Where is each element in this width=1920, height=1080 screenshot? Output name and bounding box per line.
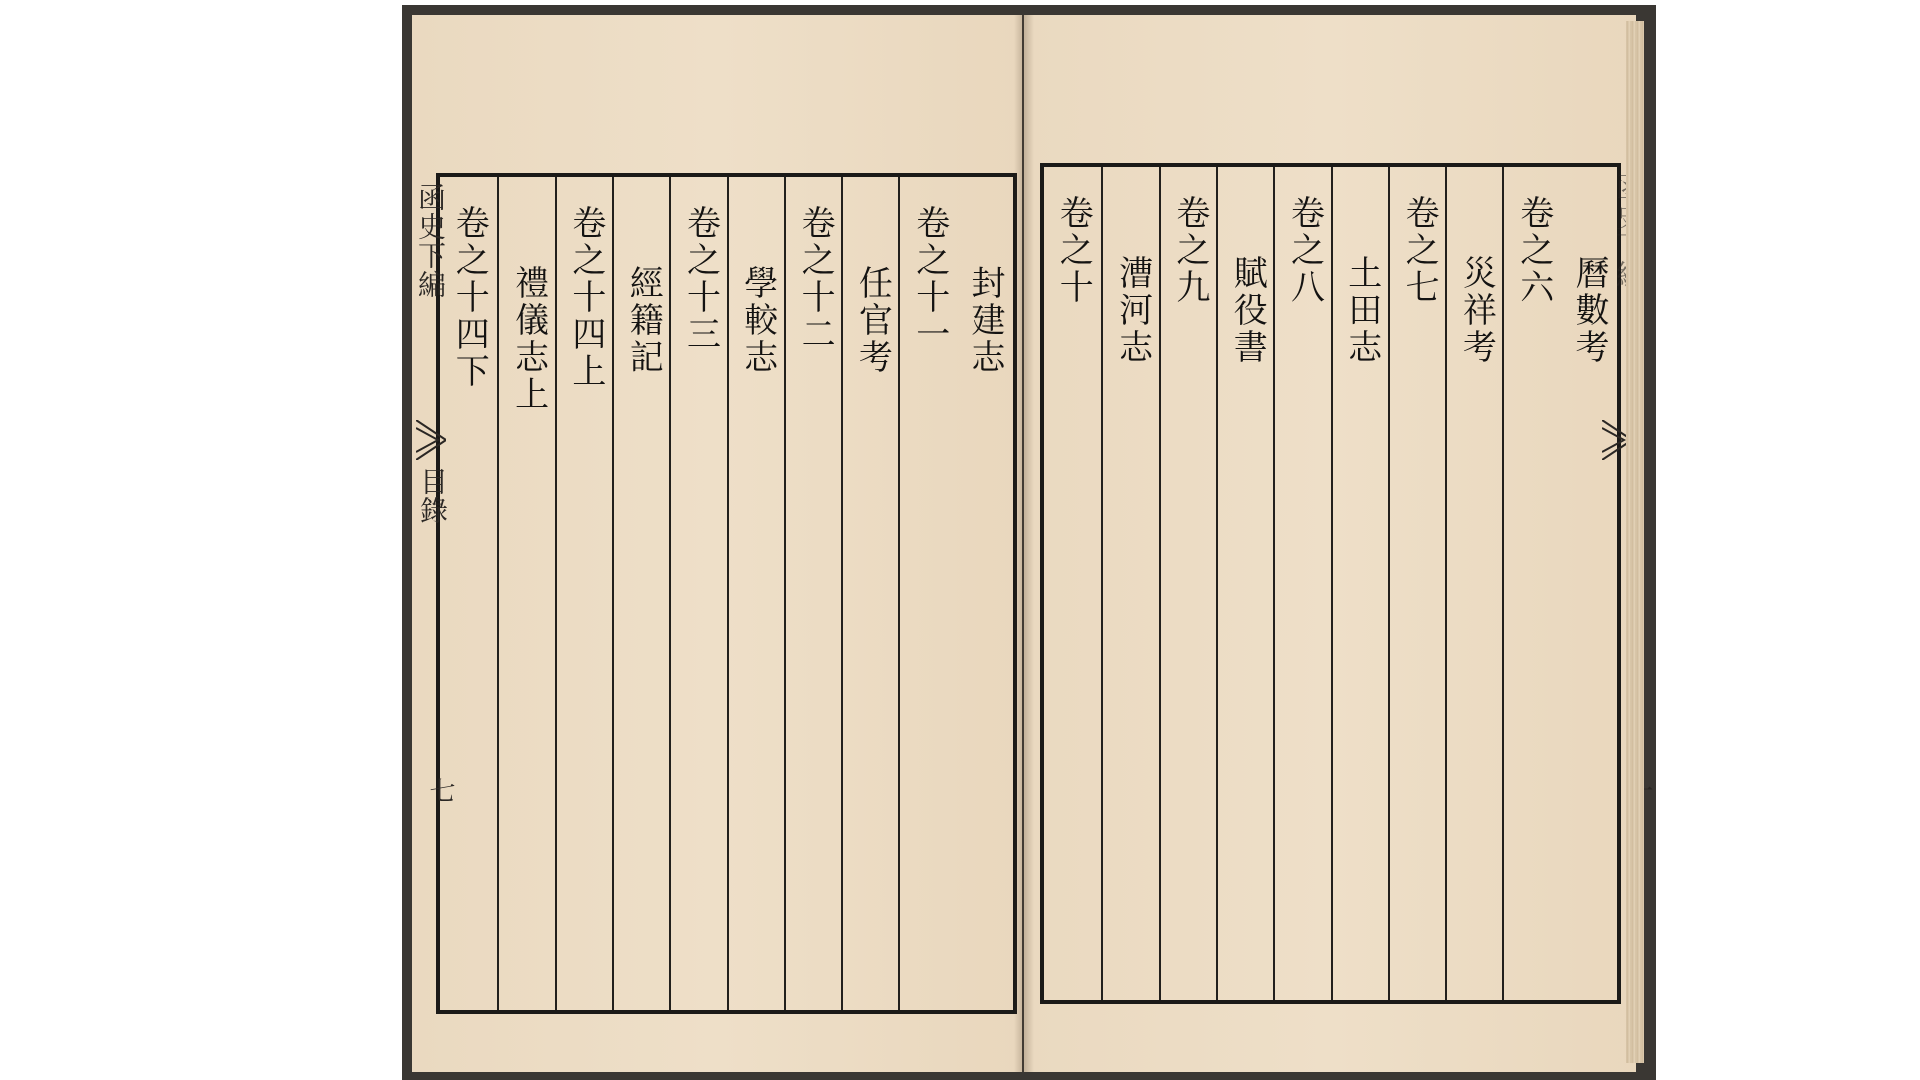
juan-heading: 卷之八 — [1284, 195, 1325, 306]
juan-heading: 卷之九 — [1169, 195, 1210, 306]
chapter-title: 賦役書 — [1227, 255, 1268, 366]
right_page-column-4 — [1388, 167, 1447, 1000]
left_page-column-4 — [784, 177, 843, 1010]
left_page-column-3 — [841, 177, 900, 1010]
left_page-column-9 — [497, 177, 556, 1010]
left_page-column-6 — [669, 177, 728, 1010]
left_page-column-5 — [727, 177, 786, 1010]
right_page-column-9 — [1101, 167, 1160, 1000]
chapter-title: 土田志 — [1341, 255, 1382, 366]
right_page-column-2 — [1502, 167, 1561, 1000]
left_page-column-2 — [898, 177, 957, 1010]
right-text-frame — [1040, 163, 1621, 1004]
juan-heading: 卷之十四上 — [565, 205, 606, 390]
chapter-title: 學較志 — [737, 265, 778, 376]
chapter-title: 封建志 — [964, 265, 1005, 376]
juan-heading: 卷之十 — [1053, 195, 1094, 306]
right_page-column-10 — [1044, 167, 1101, 1000]
left-text-frame — [436, 173, 1017, 1014]
right_page-column-1 — [1560, 167, 1617, 1000]
juan-heading: 卷之十三 — [680, 205, 721, 353]
juan-heading: 卷之十四下 — [449, 205, 490, 390]
chapter-title: 漕河志 — [1112, 255, 1153, 366]
right-page — [1024, 15, 1636, 1072]
left_page-column-7 — [612, 177, 671, 1010]
left_page-column-8 — [555, 177, 614, 1010]
right_page-column-3 — [1445, 167, 1504, 1000]
left-margin-banner: 函史下編 — [414, 183, 447, 299]
juan-heading: 卷之六 — [1513, 195, 1554, 306]
chapter-title: 禮儀志上 — [508, 265, 549, 413]
juan-heading: 卷之十二 — [795, 205, 836, 353]
book-gutter — [1014, 15, 1034, 1072]
right-page-edges — [1626, 21, 1644, 1063]
juan-heading: 卷之七 — [1399, 195, 1440, 306]
right_page-column-7 — [1216, 167, 1275, 1000]
left-fish-tail-mark — [416, 420, 446, 460]
chapter-title: 曆數考 — [1568, 255, 1609, 366]
scan-frame — [402, 5, 1656, 1080]
left_page-column-1 — [956, 177, 1013, 1010]
chapter-title: 經籍記 — [623, 265, 664, 376]
right_page-column-8 — [1159, 167, 1218, 1000]
left_page-column-10 — [440, 177, 497, 1010]
left-folio-number: 七 — [425, 777, 455, 803]
right_page-column-5 — [1331, 167, 1390, 1000]
left-page — [412, 15, 1022, 1072]
right_page-column-6 — [1273, 167, 1332, 1000]
juan-heading: 卷之十一 — [909, 205, 950, 353]
left-section-label: 目錄 — [416, 467, 449, 525]
chapter-title: 災祥考 — [1456, 255, 1497, 366]
chapter-title: 任官考 — [852, 265, 893, 376]
